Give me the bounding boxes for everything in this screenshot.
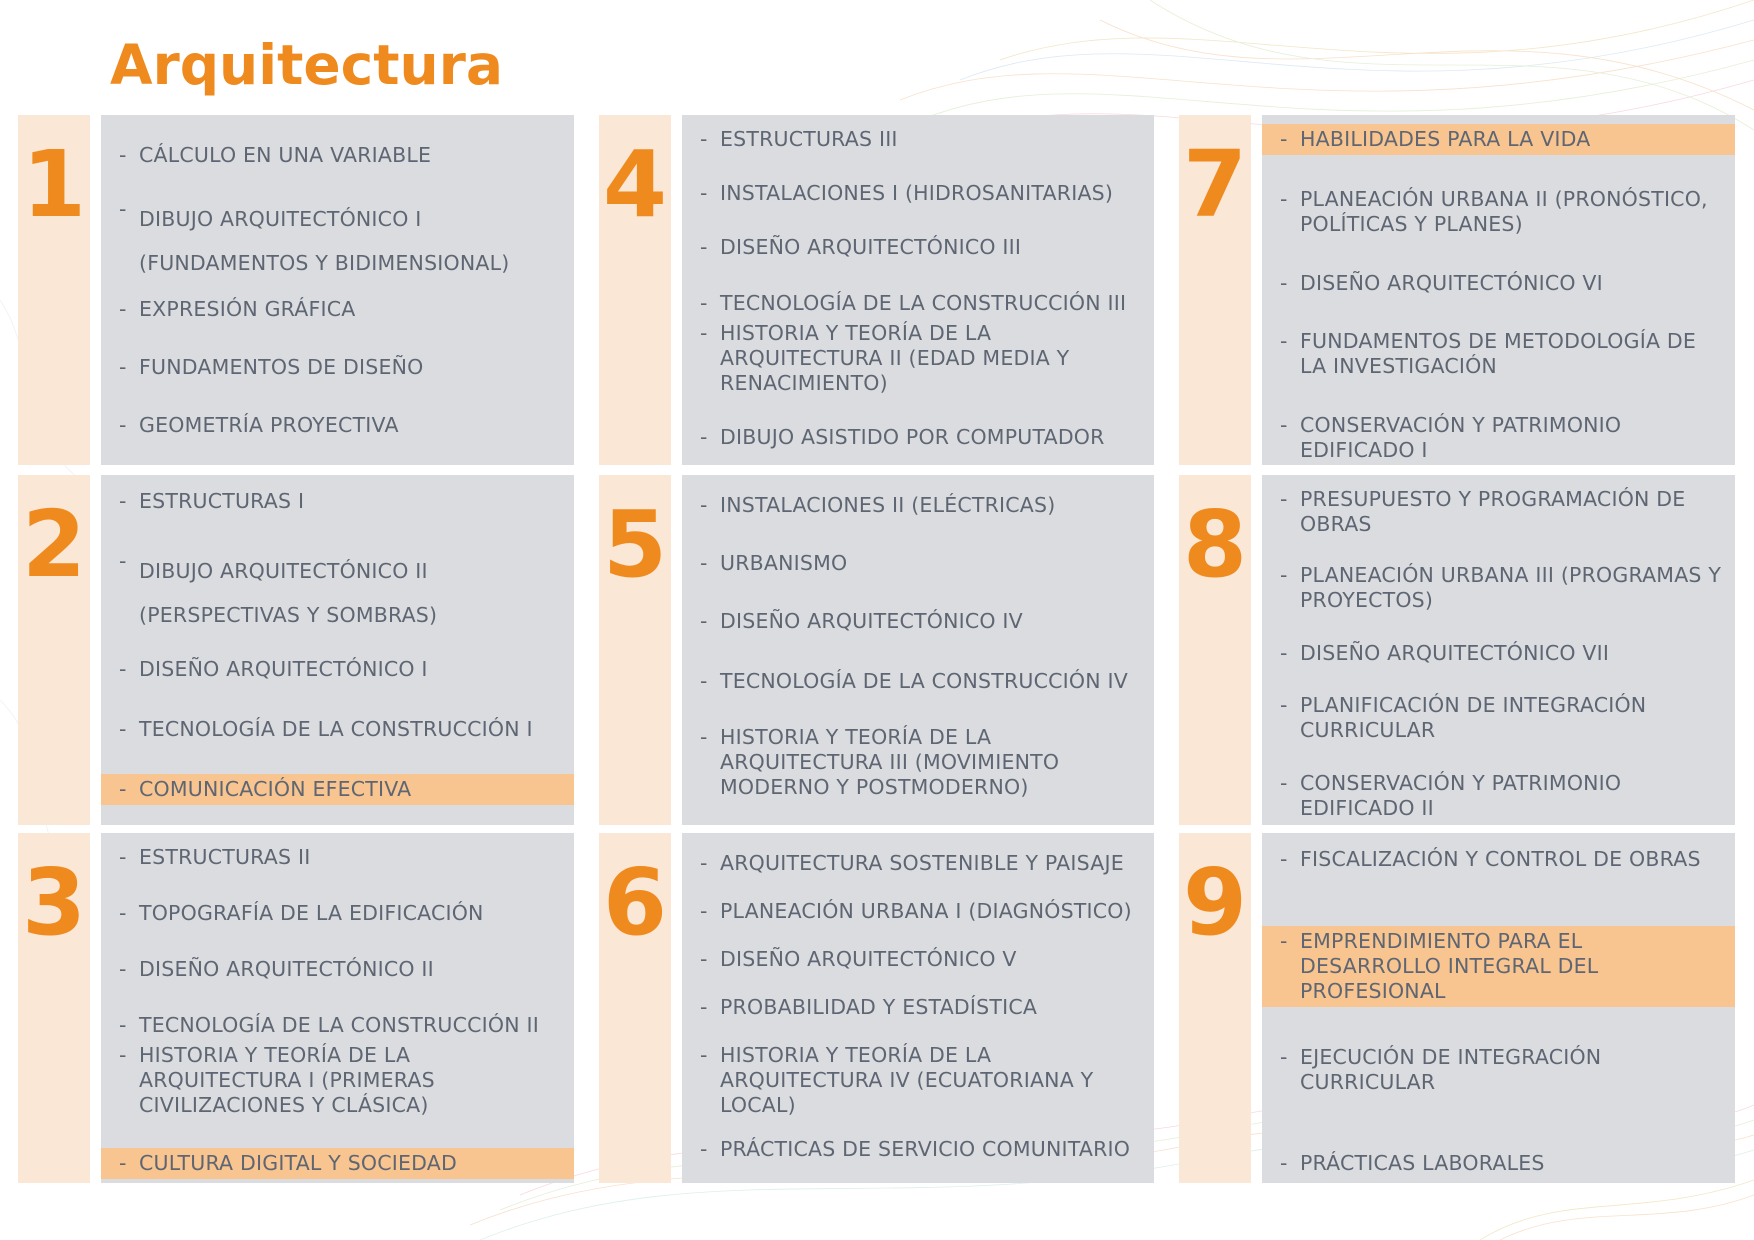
- semester-subject-panel: [1262, 833, 1735, 1183]
- subject-name: PRÁCTICAS DE SERVICIO COMUNITARIO: [720, 1137, 1131, 1161]
- subject-name: DIBUJO ARQUITECTÓNICO I (FUNDAMENTOS Y BIDIMENSIONAL): [139, 207, 510, 275]
- subject-bullet-dash: -: [700, 725, 708, 749]
- subject-name: FUNDAMENTOS DE METODOLOGÍA DE LA INVESTIGACIÓN: [1300, 329, 1697, 378]
- subject-name: CÁLCULO EN UNA VARIABLE: [139, 143, 432, 167]
- subject-bullet-dash: -: [700, 947, 708, 971]
- subject-bullet-dash: -: [1280, 187, 1288, 211]
- semester-number: 2: [21, 491, 86, 598]
- subject-name: EXPRESIÓN GRÁFICA: [139, 297, 356, 321]
- subject-bullet-dash: -: [700, 321, 708, 345]
- subject-bullet-dash: -: [700, 291, 708, 315]
- subject-name: PRESUPUESTO Y PROGRAMACIÓN DE OBRAS: [1300, 487, 1686, 536]
- subject-item: [101, 657, 574, 682]
- subject-bullet-dash: -: [1280, 929, 1288, 953]
- subject-item: [101, 845, 574, 870]
- subject-name: CULTURA DIGITAL Y SOCIEDAD: [139, 1151, 457, 1175]
- subject-item: [101, 717, 574, 742]
- subject-bullet-dash: -: [700, 493, 708, 517]
- subject-bullet-dash: -: [700, 669, 708, 693]
- semester-block: [1179, 115, 1735, 465]
- subject-item: [682, 235, 1154, 260]
- subject-item: [1262, 1151, 1735, 1176]
- subject-bullet-dash: -: [1280, 329, 1288, 353]
- subject-item: [1262, 487, 1735, 537]
- subject-item-highlighted: [1262, 926, 1735, 1007]
- subject-name: PRÁCTICAS LABORALES: [1300, 1151, 1545, 1175]
- subject-item: [682, 1043, 1154, 1118]
- subject-name: DISEÑO ARQUITECTÓNICO VII: [1300, 641, 1610, 665]
- semester-number: 8: [1182, 491, 1247, 598]
- subject-bullet-dash: -: [119, 717, 127, 741]
- subject-name: DISEÑO ARQUITECTÓNICO IV: [720, 609, 1023, 633]
- subject-name: INSTALACIONES I (HIDROSANITARIAS): [720, 181, 1114, 205]
- subject-bullet-dash: -: [1280, 1151, 1288, 1175]
- semester-number: 1: [21, 131, 86, 238]
- subject-bullet-dash: -: [1280, 413, 1288, 437]
- subject-name: DISEÑO ARQUITECTÓNICO II: [139, 957, 434, 981]
- subject-item: [682, 425, 1154, 450]
- subject-bullet-dash: -: [119, 1151, 127, 1175]
- semester-subject-panel: [1262, 475, 1735, 825]
- subject-item: [101, 901, 574, 926]
- semester-block: [1179, 833, 1735, 1183]
- subject-item: [682, 995, 1154, 1020]
- subject-bullet-dash: -: [1280, 563, 1288, 587]
- subject-item-highlighted: [101, 774, 574, 805]
- semester-subject-panel: [101, 833, 574, 1183]
- subject-bullet-dash: -: [700, 899, 708, 923]
- subject-item: [101, 549, 574, 637]
- subject-name: HISTORIA Y TEORÍA DE LA ARQUITECTURA IV (ECUATORIANA Y LOCAL): [720, 1043, 1094, 1117]
- semester-block: [599, 833, 1154, 1183]
- subject-name: DISEÑO ARQUITECTÓNICO III: [720, 235, 1022, 259]
- subject-name: FUNDAMENTOS DE DISEÑO: [139, 355, 424, 379]
- subject-bullet-dash: -: [119, 413, 127, 437]
- subject-bullet-dash: -: [119, 901, 127, 925]
- semester-number-band: [18, 833, 90, 1183]
- subject-bullet-dash: -: [1280, 271, 1288, 295]
- subject-name: DISEÑO ARQUITECTÓNICO VI: [1300, 271, 1603, 295]
- semester-block: [18, 475, 574, 825]
- semester-number: 4: [602, 131, 667, 238]
- subject-bullet-dash: -: [700, 609, 708, 633]
- subject-name: HISTORIA Y TEORÍA DE LA ARQUITECTURA III (MOVIMIENTO MODERNO Y POSTMODERNO): [720, 725, 1060, 799]
- semester-number: 9: [1182, 849, 1247, 956]
- subject-name: PLANEACIÓN URBANA III (PROGRAMAS Y PROYECTOS): [1300, 563, 1722, 612]
- subject-name: ESTRUCTURAS III: [720, 127, 898, 151]
- subject-item: [1262, 641, 1735, 666]
- subject-bullet-dash: -: [119, 489, 127, 513]
- semester-block: [599, 115, 1154, 465]
- subject-item: [682, 321, 1154, 396]
- subject-bullet-dash: -: [119, 845, 127, 869]
- semester-subject-panel: [682, 475, 1154, 825]
- semester-number: 3: [21, 849, 86, 956]
- subject-item: [682, 947, 1154, 972]
- semester-block: [18, 115, 574, 465]
- subject-item: [101, 297, 574, 322]
- semester-number-band: [599, 833, 671, 1183]
- subject-bullet-dash: -: [1280, 771, 1288, 795]
- page-title: Arquitectura: [110, 33, 503, 97]
- subject-name: EMPRENDIMIENTO PARA EL DESARROLLO INTEGRAL DEL PROFESIONAL: [1300, 929, 1599, 1003]
- subject-bullet-dash: -: [1280, 127, 1288, 151]
- semester-subject-panel: [682, 833, 1154, 1183]
- semester-number: 7: [1182, 131, 1247, 238]
- subject-item: [101, 355, 574, 380]
- semester-subject-panel: [101, 475, 574, 825]
- subject-name: FISCALIZACIÓN Y CONTROL DE OBRAS: [1300, 847, 1701, 871]
- semester-block: [18, 833, 574, 1183]
- semester-block: [1179, 475, 1735, 825]
- subject-item: [101, 489, 574, 514]
- subject-bullet-dash: -: [119, 355, 127, 379]
- subject-name: DISEÑO ARQUITECTÓNICO V: [720, 947, 1017, 971]
- semester-number-band: [1179, 833, 1251, 1183]
- subject-item: [682, 181, 1154, 206]
- subject-name: CONSERVACIÓN Y PATRIMONIO EDIFICADO II: [1300, 771, 1622, 820]
- subject-bullet-dash: -: [119, 957, 127, 981]
- subject-bullet-dash: -: [119, 1013, 127, 1037]
- semester-number-band: [18, 475, 90, 825]
- subject-bullet-dash: -: [700, 127, 708, 151]
- semester-number: 6: [602, 849, 667, 956]
- subject-bullet-dash: -: [1280, 641, 1288, 665]
- subject-bullet-dash: -: [700, 425, 708, 449]
- subject-bullet-dash: -: [700, 235, 708, 259]
- subject-item-highlighted: [1262, 124, 1735, 155]
- semester-subject-panel: [682, 115, 1154, 465]
- subject-bullet-dash: -: [700, 1137, 708, 1161]
- subject-item: [101, 197, 574, 285]
- subject-item-highlighted: [101, 1148, 574, 1179]
- subject-item: [682, 493, 1154, 518]
- subject-item: [682, 851, 1154, 876]
- subject-item: [682, 551, 1154, 576]
- subject-name: TOPOGRAFÍA DE LA EDIFICACIÓN: [139, 901, 484, 925]
- subject-item: [682, 609, 1154, 634]
- subject-item: [101, 413, 574, 438]
- semester-subject-panel: [101, 115, 574, 465]
- subject-name: PLANIFICACIÓN DE INTEGRACIÓN CURRICULAR: [1300, 693, 1647, 742]
- subject-name: TECNOLOGÍA DE LA CONSTRUCCIÓN I: [139, 717, 533, 741]
- subject-bullet-dash: -: [119, 1043, 127, 1067]
- subject-item: [1262, 329, 1735, 379]
- subject-item: [1262, 413, 1735, 463]
- semester-number-band: [599, 475, 671, 825]
- subject-item: [1262, 271, 1735, 296]
- subject-name: HISTORIA Y TEORÍA DE LA ARQUITECTURA II (EDAD MEDIA Y RENACIMIENTO): [720, 321, 1070, 395]
- semester-block: [599, 475, 1154, 825]
- subject-name: CONSERVACIÓN Y PATRIMONIO EDIFICADO I: [1300, 413, 1622, 462]
- subject-bullet-dash: -: [700, 851, 708, 875]
- subject-item: [101, 143, 574, 168]
- subject-item: [1262, 1045, 1735, 1095]
- subject-item: [682, 669, 1154, 694]
- subject-name: DIBUJO ARQUITECTÓNICO II (PERSPECTIVAS Y SOMBRAS): [139, 559, 438, 627]
- subject-bullet-dash: -: [119, 549, 127, 573]
- subject-item: [682, 899, 1154, 924]
- subject-name: ESTRUCTURAS I: [139, 489, 305, 513]
- subject-bullet-dash: -: [119, 143, 127, 167]
- subject-name: URBANISMO: [720, 551, 848, 575]
- subject-bullet-dash: -: [1280, 693, 1288, 717]
- semester-number: 5: [602, 491, 667, 598]
- semester-subject-panel: [1262, 115, 1735, 465]
- subject-bullet-dash: -: [119, 777, 127, 801]
- subject-name: GEOMETRÍA PROYECTIVA: [139, 413, 399, 437]
- subject-bullet-dash: -: [700, 1043, 708, 1067]
- subject-name: HABILIDADES PARA LA VIDA: [1300, 127, 1591, 151]
- subject-name: PLANEACIÓN URBANA I (DIAGNÓSTICO): [720, 899, 1132, 923]
- subject-name: EJECUCIÓN DE INTEGRACIÓN CURRICULAR: [1300, 1045, 1602, 1094]
- subject-name: COMUNICACIÓN EFECTIVA: [139, 777, 412, 801]
- subject-name: HISTORIA Y TEORÍA DE LA ARQUITECTURA I (PRIMERAS CIVILIZACIONES Y CLÁSICA): [139, 1043, 435, 1117]
- subject-name: PROBABILIDAD Y ESTADÍSTICA: [720, 995, 1038, 1019]
- semester-number-band: [599, 115, 671, 465]
- subject-bullet-dash: -: [700, 181, 708, 205]
- subject-item: [1262, 847, 1735, 872]
- subject-bullet-dash: -: [1280, 1045, 1288, 1069]
- subject-bullet-dash: -: [119, 297, 127, 321]
- subject-name: INSTALACIONES II (ELÉCTRICAS): [720, 493, 1056, 517]
- subject-item: [101, 1043, 574, 1118]
- subject-name: ESTRUCTURAS II: [139, 845, 311, 869]
- subject-item: [1262, 563, 1735, 613]
- subject-item: [1262, 693, 1735, 743]
- subject-bullet-dash: -: [700, 995, 708, 1019]
- subject-name: TECNOLOGÍA DE LA CONSTRUCCIÓN IV: [720, 669, 1128, 693]
- subject-item: [682, 1137, 1154, 1162]
- subject-item: [682, 127, 1154, 152]
- subject-bullet-dash: -: [700, 551, 708, 575]
- subject-item: [101, 957, 574, 982]
- subject-item: [101, 1013, 574, 1038]
- subject-bullet-dash: -: [1280, 847, 1288, 871]
- subject-name: ARQUITECTURA SOSTENIBLE Y PAISAJE: [720, 851, 1124, 875]
- subject-name: PLANEACIÓN URBANA II (PRONÓSTICO, POLÍTICAS Y PLANES): [1300, 187, 1708, 236]
- subject-item: [1262, 771, 1735, 821]
- subject-item: [682, 725, 1154, 800]
- subject-name: TECNOLOGÍA DE LA CONSTRUCCIÓN II: [139, 1013, 539, 1037]
- subject-bullet-dash: -: [1280, 487, 1288, 511]
- subject-bullet-dash: -: [119, 657, 127, 681]
- semester-number-band: [1179, 475, 1251, 825]
- semester-number-band: [18, 115, 90, 465]
- subject-name: DISEÑO ARQUITECTÓNICO I: [139, 657, 428, 681]
- subject-name: DIBUJO ASISTIDO POR COMPUTADOR: [720, 425, 1105, 449]
- subject-item: [682, 291, 1154, 316]
- subject-item: [1262, 187, 1735, 237]
- subject-bullet-dash: -: [119, 197, 127, 221]
- semester-number-band: [1179, 115, 1251, 465]
- subject-name: TECNOLOGÍA DE LA CONSTRUCCIÓN III: [720, 291, 1127, 315]
